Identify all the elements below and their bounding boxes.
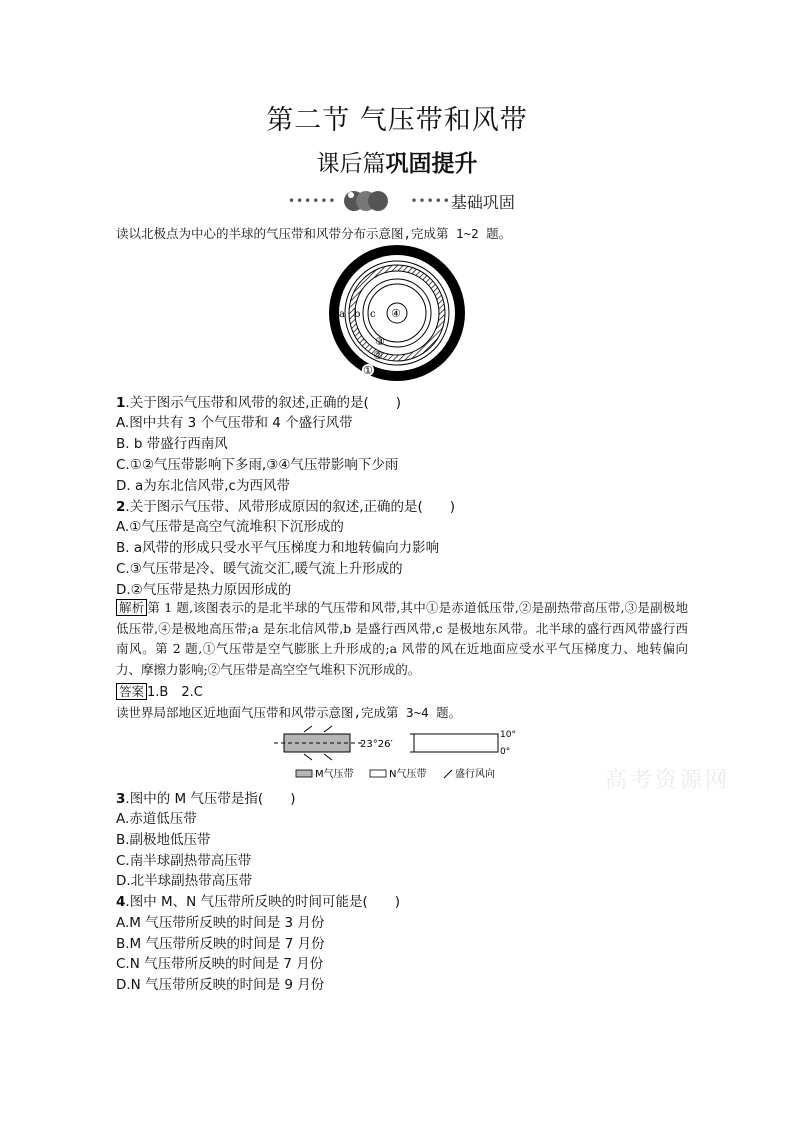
explanation-text: 第 1 题,该图表示的是北半球的气压带和风带,其中①是赤道低压带,②是副热带高压带,③是副极地低压带,④是极地高压带;a 是东北信风带,b 是盛行西风带,c 是极地东风带。北半球的盛行西风带盛行西南风。第 2 题,①气压带是空气膨胀上升形成的;a 风带的风在近地面应受水平气压梯度力、地转偏向力、摩擦力影响;②气压带是高空空气堆积下沉形成的。 [116,600,688,677]
question-2-option-d: D.②气压带是热力原因形成的 [116,582,292,598]
intro-text-1: 读以北极点为中心的半球的气压带和风带分布示意图,完成第 1~2 题。 [116,226,512,241]
section-dots-left: •••••• [288,194,337,208]
belt-label-1: ① [363,364,373,377]
question-1-option-b: B. b 带盛行西南风 [116,436,228,452]
question-2-option-a: A.①气压带是高空气流堆积下沉形成的 [116,519,344,535]
question-4-stem: 4.图中 M、N 气压带所反映的时间可能是( ) [116,894,401,910]
question-2-option-c: C.③气压带是冷、暖气流交汇,暖气流上升形成的 [116,561,403,577]
section-badge-icon [342,188,390,214]
question-3-option-a: A.赤道低压带 [116,811,197,827]
question-2-option-b: B. a风带的形成只受水平气压梯度力和地转偏向力影响 [116,540,440,556]
question-4-option-d: D.N 气压带所反映的时间是 9 月份 [116,977,325,993]
question-3-stem: 3.图中的 M 气压带是指( ) [116,791,296,807]
section-label: 基础巩固 [450,192,515,212]
latitude-label: 23°26′ [360,739,393,750]
question-3-option-b: B.副极地低压带 [116,832,211,848]
question-1-option-d: D. a为东北信风带,c为西风带 [116,478,290,494]
watermark: 高考资源网 [605,768,731,793]
subtitle-bold: 巩固提升 [385,151,478,177]
intro-text-2: 读世界局部地区近地面气压带和风带示意图,完成第 3~4 题。 [116,705,462,720]
belt-label-3: ③ [375,335,385,348]
pressure-belt-map [274,726,514,784]
question-4-option-b: B.M 气压带所反映的时间是 7 月份 [116,936,325,952]
question-1-stem: 1.关于图示气压带和风带的叙述,正确的是( ) [116,395,402,411]
question-2-stem: 2.关于图示气压带、风带形成原因的叙述,正确的是( ) [116,499,456,515]
question-4-option-a: A.M 气压带所反映的时间是 3 月份 [116,915,325,931]
question-3-option-c: C.南半球副热带高压带 [116,853,252,869]
page-title: 第二节 气压带和风带 [266,105,528,136]
answer-text: 1.B 2.C [147,685,203,700]
page-subtitle [0,145,794,178]
question-3-option-d: D.北半球副热带高压带 [116,873,253,889]
question-4-option-c: C.N 气压带所反映的时间是 7 月份 [116,956,324,972]
belt-label-4: ④ [391,307,401,320]
question-1-option-a: A.图中共有 3 个气压带和 4 个盛行风带 [116,415,353,431]
section-dots-right: ••••• [410,194,451,208]
pressure-belt-diagram [328,244,466,382]
answer-tag: 答案 [116,683,147,700]
section-header [288,188,515,214]
subtitle-prefix: 课后篇 [316,151,386,177]
belt-label-b: b [354,309,361,320]
latitude-top-label: 10° [500,730,516,740]
belt-label-c: c [370,309,376,320]
legend-m: M气压带 [315,769,354,780]
legend-wind: 盛行风向 [455,769,495,780]
question-1-option-c: C.①②气压带影响下多雨,③④气压带影响下少雨 [116,457,399,473]
explanation-tag: 解析 [116,599,147,616]
legend-n: N气压带 [389,769,427,780]
answer [116,681,203,700]
explanation [116,598,688,680]
belt-label-a: a [339,309,345,320]
latitude-bottom-label: 0° [500,747,511,757]
belt-label-2: ② [373,349,383,362]
